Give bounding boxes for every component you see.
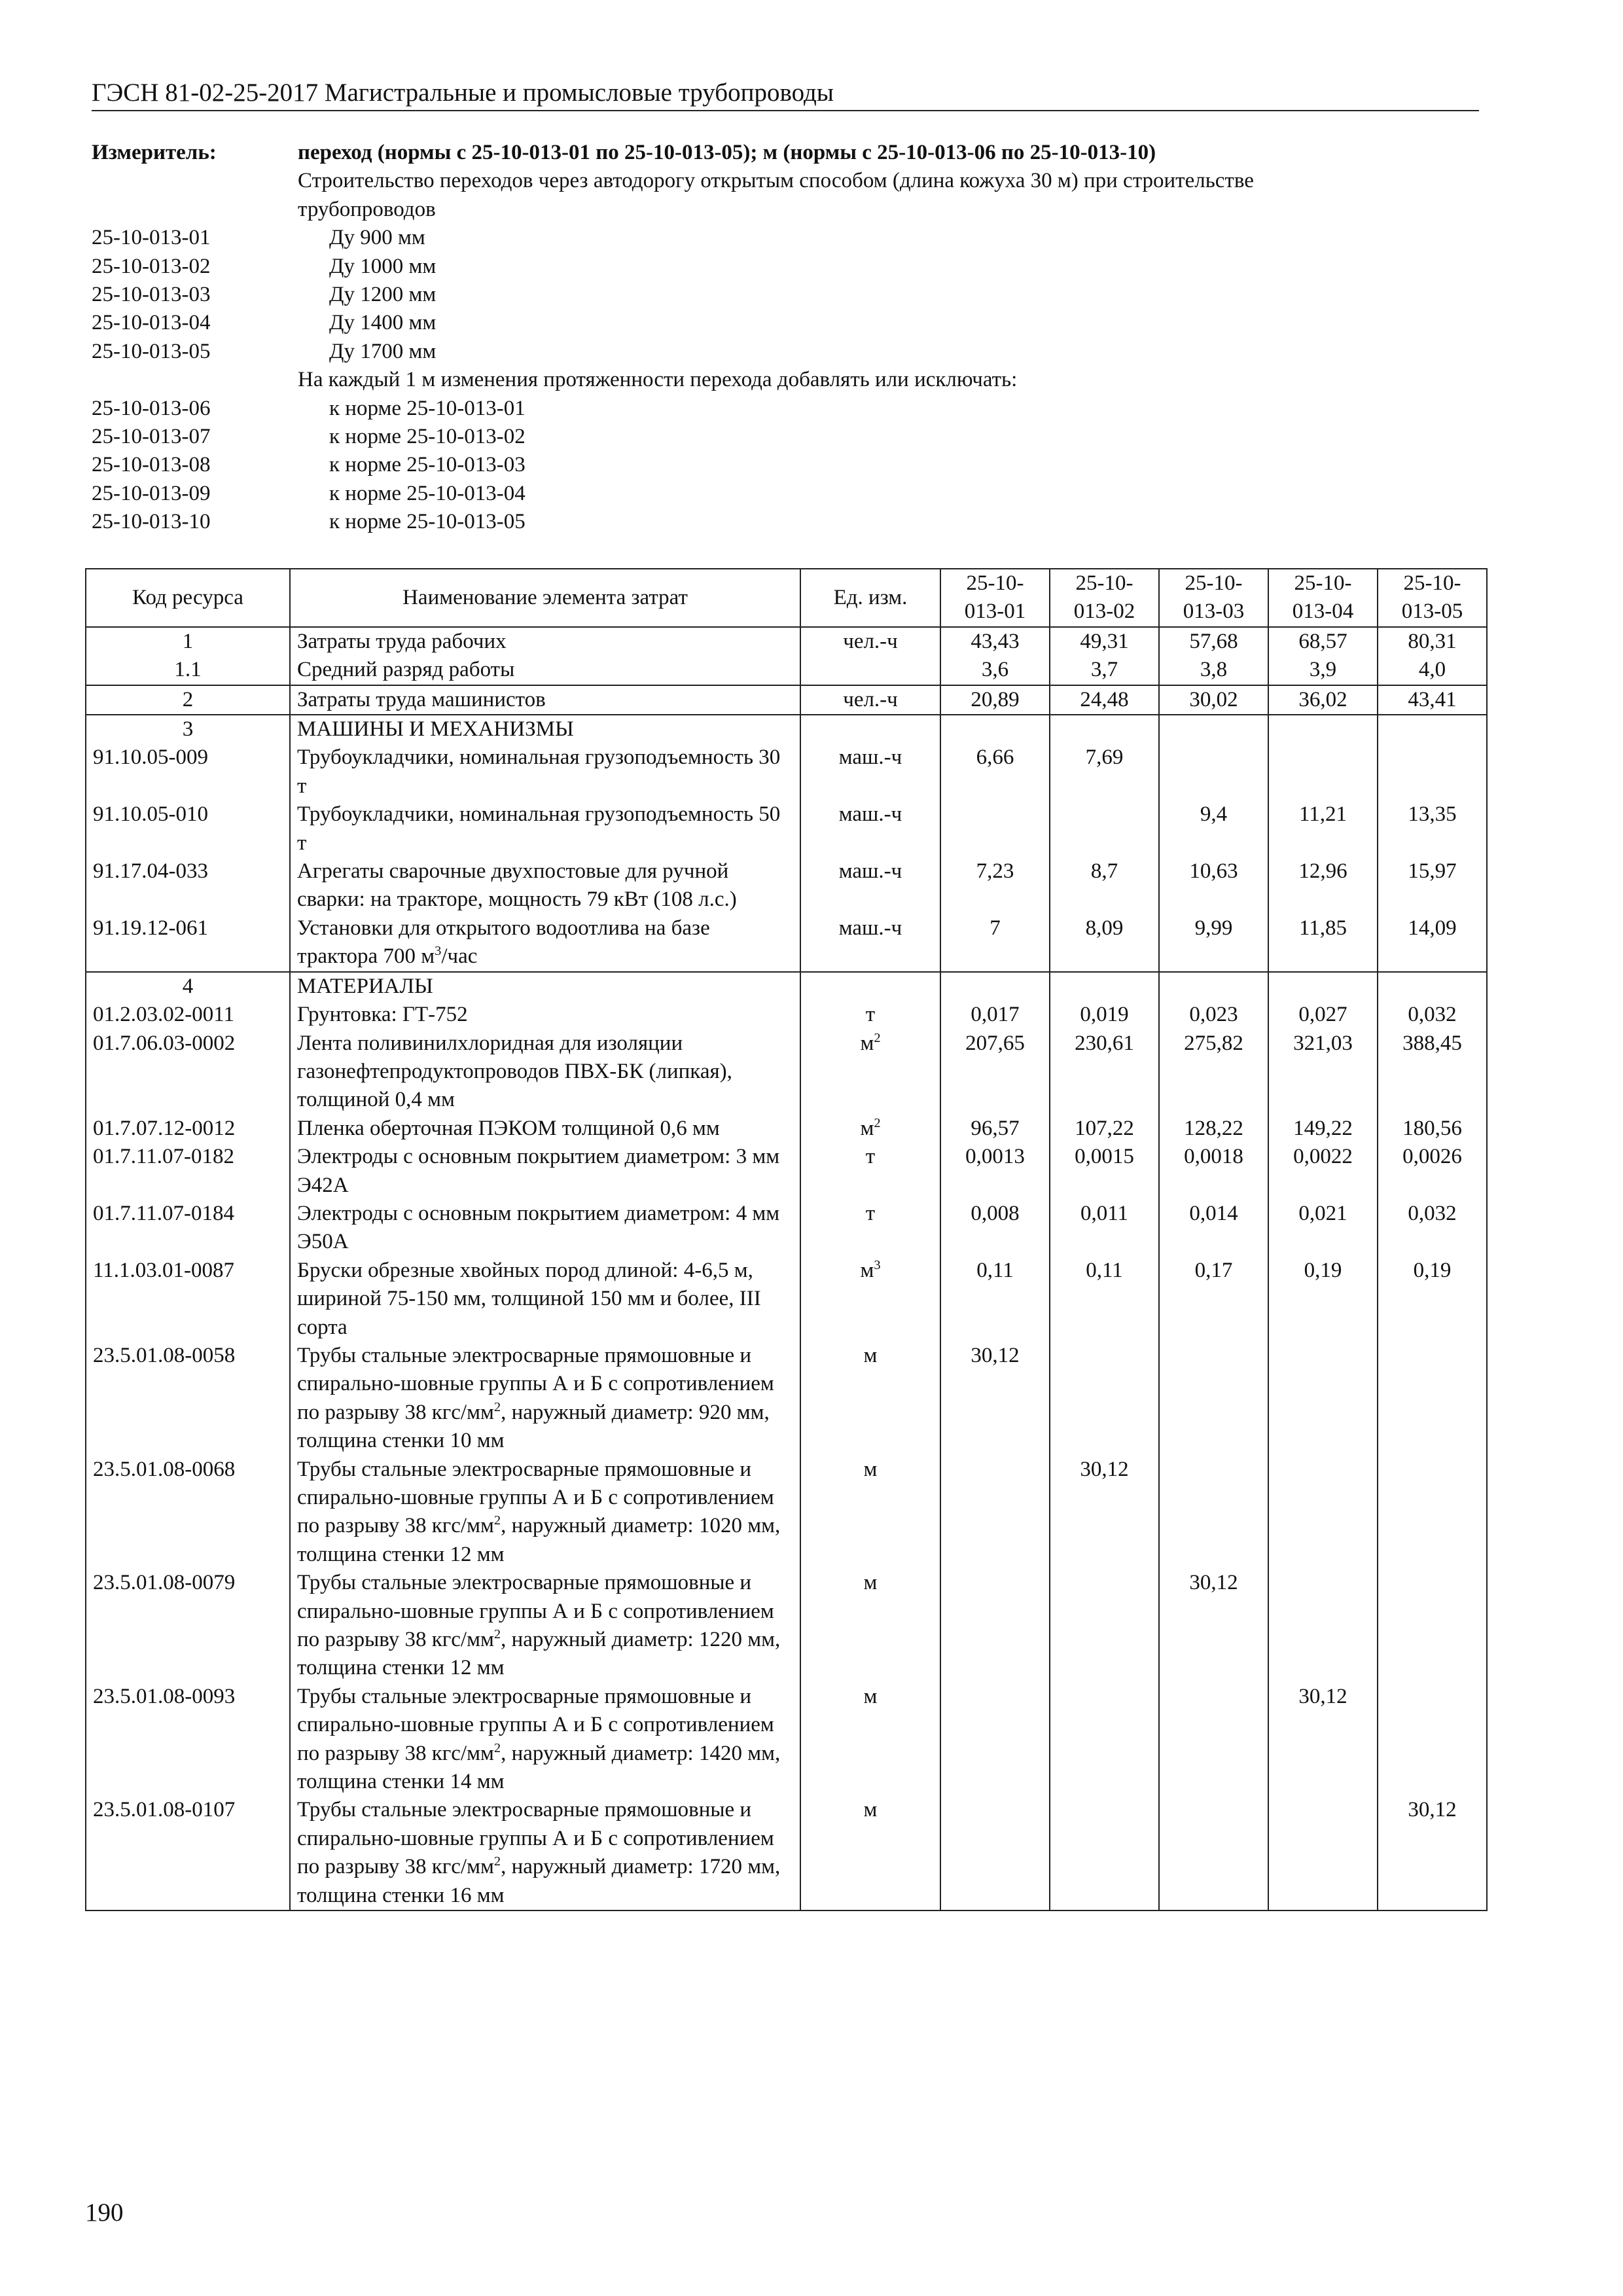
section-title: МАШИНЫ И МЕХАНИЗМЫ (290, 715, 800, 744)
norm-value (1268, 1456, 1378, 1570)
norm-value (1159, 1796, 1268, 1910)
resource-code: 2 (86, 685, 290, 715)
resource-unit: м (800, 1569, 940, 1683)
norm-value (940, 1456, 1050, 1570)
resource-name: Бруски обрезные хвойных пород длиной: 4-6,5 м, шириной 75-150 мм, толщиной 150 мм и более, III сорта (290, 1257, 800, 1342)
norm-value: 0,0018 (1159, 1143, 1268, 1200)
resource-code: 91.10.05-009 (86, 744, 290, 800)
table-row (86, 1569, 1487, 1683)
norm-value: 0,19 (1378, 1257, 1487, 1342)
norm-value: 0,0015 (1050, 1143, 1159, 1200)
norm-value: 43,41 (1378, 685, 1487, 715)
resource-code: 01.7.11.07-0184 (86, 1200, 290, 1257)
norm-value (1268, 715, 1378, 744)
col-header-norm: 25-10- 013-05 (1378, 569, 1487, 627)
norm-value (940, 1683, 1050, 1797)
norm-code: 25-10-013-02 (92, 254, 211, 278)
norm-text: Ду 1700 мм (329, 339, 437, 363)
norm-value (1378, 744, 1487, 800)
norm-text: Ду 1000 мм (329, 254, 437, 278)
norm-code: 25-10-013-05 (92, 339, 211, 363)
section-row (86, 715, 1487, 744)
resource-code: 91.17.04-033 (86, 857, 290, 914)
norm-text: Ду 1200 мм (329, 283, 437, 307)
norm-value (940, 1569, 1050, 1683)
norm-value: 0,032 (1378, 1200, 1487, 1257)
norm-value (1050, 800, 1159, 857)
running-header: ГЭСН 81-02-25-2017 Магистральные и промысловые трубопроводы (92, 77, 1479, 111)
resource-code: 91.10.05-010 (86, 800, 290, 857)
resource-unit (800, 656, 940, 685)
norm-item (92, 281, 1492, 309)
resource-name: Электроды с основным покрытием диаметром: 4 мм Э50А (290, 1200, 800, 1257)
norm-value: 0,11 (1050, 1257, 1159, 1342)
measurer-row (92, 139, 1492, 167)
norm-value (1159, 1342, 1268, 1456)
resource-name: Агрегаты сварочные двухпостовые для ручной сварки: на тракторе, мощность 79 кВт (108 л.с.) (290, 857, 800, 914)
norm-value (1378, 1456, 1487, 1570)
resource-name: Трубы стальные электросварные прямошовные и спирально-шовные группы А и Б с сопротивлением по разрыву 38 кгс/$мм^2$, наружный диаметр: 1220 мм, толщина стенки 12 мм (290, 1569, 800, 1683)
norm-value (1159, 715, 1268, 744)
norm-value (1050, 1683, 1159, 1797)
measurer-text: переход (нормы с 25-10-013-01 по 25-10-013-05); м (нормы с 25-10-013-06 по 25-10-013-10) (298, 141, 1156, 164)
norm-text: Ду 1400 мм (329, 311, 437, 335)
norm-value: 30,12 (940, 1342, 1050, 1456)
section-title: МАТЕРИАЛЫ (290, 972, 800, 1001)
norm-value: 149,22 (1268, 1115, 1378, 1143)
col-header-unit: Ед. изм. (800, 569, 940, 627)
norm-value (1268, 972, 1378, 1001)
norm-value: 7,23 (940, 857, 1050, 914)
norm-item (92, 224, 1492, 252)
norm-value: 4,0 (1378, 656, 1487, 685)
resource-name: Затраты труда машинистов (290, 685, 800, 715)
resource-unit: м (800, 1796, 940, 1910)
norm-code: 25-10-013-03 (92, 283, 211, 307)
resource-name: Трубы стальные электросварные прямошовные и спирально-шовные группы А и Б с сопротивлением по разрыву 38 кгс/$мм^2$, наружный диаметр: 1720 мм, толщина стенки 16 мм (290, 1796, 800, 1910)
resource-unit: м (800, 1342, 940, 1456)
per-meter-row (92, 366, 1492, 394)
table-row (86, 914, 1487, 972)
norm-value (1159, 1683, 1268, 1797)
resource-code: 23.5.01.08-0107 (86, 1796, 290, 1910)
norm-code: 25-10-013-06 (92, 396, 211, 420)
table-row (86, 685, 1487, 715)
resource-code: 23.5.01.08-0093 (86, 1683, 290, 1797)
norm-value: 30,12 (1050, 1456, 1159, 1570)
resource-name: Средний разряд работы (290, 656, 800, 685)
resource-code: 4 (86, 972, 290, 1001)
norm-value: 0,17 (1159, 1257, 1268, 1342)
resource-code: 23.5.01.08-0068 (86, 1456, 290, 1570)
norm-item (92, 508, 1492, 536)
resource-unit: т (800, 1143, 940, 1200)
resource-name: Затраты труда рабочих (290, 627, 800, 656)
norm-value: 30,02 (1159, 685, 1268, 715)
table-row (86, 800, 1487, 857)
norm-value: 0,014 (1159, 1200, 1268, 1257)
resource-unit: чел.-ч (800, 627, 940, 656)
col-header-norm: 25-10- 013-03 (1159, 569, 1268, 627)
resource-code: 23.5.01.08-0079 (86, 1569, 290, 1683)
norm-value (1268, 744, 1378, 800)
col-header-code: Код ресурса (86, 569, 290, 627)
table-row (86, 857, 1487, 914)
resource-unit: т (800, 1001, 940, 1029)
resource-code: 01.2.03.02-0011 (86, 1001, 290, 1029)
resource-unit: маш.-ч (800, 857, 940, 914)
resource-name: Грунтовка: ГТ-752 (290, 1001, 800, 1029)
resource-unit: маш.-ч (800, 744, 940, 800)
norm-value (940, 800, 1050, 857)
norm-value: 7 (940, 914, 1050, 972)
norm-value (1159, 744, 1268, 800)
norm-code: 25-10-013-08 (92, 453, 211, 477)
description-row (92, 167, 1492, 195)
resource-code: 11.1.03.01-0087 (86, 1257, 290, 1342)
resource-name: Лента поливинилхлоридная для изоляции газонефтепродуктопроводов ПВХ-БК (липкая), толщиной 0,4 мм (290, 1030, 800, 1115)
resource-unit: м (800, 1456, 940, 1570)
norm-value: 7,69 (1050, 744, 1159, 800)
norm-item (92, 423, 1492, 451)
norm-value: 0,008 (940, 1200, 1050, 1257)
norm-text: к норме 25-10-013-05 (329, 510, 526, 534)
norm-list (92, 224, 1492, 366)
norm-value: 207,65 (940, 1030, 1050, 1115)
norm-code: 25-10-013-01 (92, 226, 211, 250)
norm-value: 0,0013 (940, 1143, 1050, 1200)
norm-value (1378, 1342, 1487, 1456)
norm-value: 11,85 (1268, 914, 1378, 972)
norm-value: 3,7 (1050, 656, 1159, 685)
norm-value (1159, 1456, 1268, 1570)
norm-value: 0,017 (940, 1001, 1050, 1029)
resource-name: Трубоукладчики, номинальная грузоподъемность 50 т (290, 800, 800, 857)
col-header-norm: 25-10- 013-02 (1050, 569, 1159, 627)
norm-value: 6,66 (940, 744, 1050, 800)
norm-value: 9,4 (1159, 800, 1268, 857)
norm-item (92, 480, 1492, 508)
norm-item (92, 395, 1492, 423)
norm-item (92, 338, 1492, 366)
norm-text: Ду 900 мм (329, 226, 425, 250)
table-row (86, 1257, 1487, 1342)
resource-code: 01.7.06.03-0002 (86, 1030, 290, 1115)
table-row (86, 1001, 1487, 1029)
resource-code: 23.5.01.08-0058 (86, 1342, 290, 1456)
norm-description (92, 139, 1492, 537)
col-header-norm: 25-10- 013-01 (940, 569, 1050, 627)
norm-value (1050, 1796, 1159, 1910)
resource-name: Трубы стальные электросварные прямошовные и спирально-шовные группы А и Б с сопротивлением по разрыву 38 кгс/$мм^2$, наружный диаметр: 1020 мм, толщина стенки 12 мм (290, 1456, 800, 1570)
norm-value: 180,56 (1378, 1115, 1487, 1143)
norm-code: 25-10-013-07 (92, 425, 211, 449)
resource-unit: маш.-ч (800, 800, 940, 857)
resource-unit (800, 972, 940, 1001)
norm-item (92, 309, 1492, 337)
norm-value (1268, 1569, 1378, 1683)
norm-value (940, 972, 1050, 1001)
norm-text: к норме 25-10-013-03 (329, 453, 526, 477)
table-row (86, 744, 1487, 800)
resource-code: 01.7.11.07-0182 (86, 1143, 290, 1200)
norm-value: 230,61 (1050, 1030, 1159, 1115)
norm-value: 30,12 (1268, 1683, 1378, 1797)
resource-unit: чел.-ч (800, 685, 940, 715)
norm-code: 25-10-013-09 (92, 481, 211, 505)
norm-value: 0,11 (940, 1257, 1050, 1342)
norm-value: 10,63 (1159, 857, 1268, 914)
norm-value: 0,027 (1268, 1001, 1378, 1029)
norm-value (1050, 1569, 1159, 1683)
resource-unit: м (800, 1683, 940, 1797)
description-line-2: трубопроводов (298, 197, 436, 221)
resource-unit: $м^2$ (800, 1030, 940, 1115)
norm-value: 96,57 (940, 1115, 1050, 1143)
norm-value: 128,22 (1159, 1115, 1268, 1143)
norm-value (1268, 1796, 1378, 1910)
norm-text: к норме 25-10-013-01 (329, 396, 526, 420)
norm-item (92, 253, 1492, 281)
norm-code: 25-10-013-10 (92, 510, 211, 534)
norm-value: 43,43 (940, 627, 1050, 656)
norm-value: 0,019 (1050, 1001, 1159, 1029)
norm-value: 0,023 (1159, 1001, 1268, 1029)
table-row (86, 1683, 1487, 1797)
resource-code: 1 (86, 627, 290, 656)
norm-value (1378, 1683, 1487, 1797)
resource-unit: т (800, 1200, 940, 1257)
norm-value (1378, 715, 1487, 744)
resource-name: Трубы стальные электросварные прямошовные и спирально-шовные группы А и Б с сопротивлением по разрыву 38 кгс/$мм^2$, наружный диаметр: 920 мм, толщина стенки 10 мм (290, 1342, 800, 1456)
table-header-row (86, 569, 1487, 627)
resource-unit (800, 715, 940, 744)
description-row (92, 196, 1492, 224)
norm-value: 13,35 (1378, 800, 1487, 857)
resource-code: 01.7.07.12-0012 (86, 1115, 290, 1143)
norm-value: 30,12 (1378, 1796, 1487, 1910)
norm-value: 30,12 (1159, 1569, 1268, 1683)
norm-value: 3,9 (1268, 656, 1378, 685)
table-row (86, 1200, 1487, 1257)
table-row (86, 627, 1487, 656)
norm-value (1159, 972, 1268, 1001)
norm-value: 57,68 (1159, 627, 1268, 656)
norm-value: 3,6 (940, 656, 1050, 685)
norm-value: 0,011 (1050, 1200, 1159, 1257)
table-row (86, 1342, 1487, 1456)
resource-name: Пленка оберточная ПЭКОМ толщиной 0,6 мм (290, 1115, 800, 1143)
resource-unit: $м^2$ (800, 1115, 940, 1143)
norm-text: к норме 25-10-013-02 (329, 425, 526, 449)
norm-value (940, 715, 1050, 744)
table-row (86, 1030, 1487, 1115)
table-row (86, 1796, 1487, 1910)
norm-value: 0,032 (1378, 1001, 1487, 1029)
norm-value: 9,99 (1159, 914, 1268, 972)
norm-value: 36,02 (1268, 685, 1378, 715)
norm-value: 0,021 (1268, 1200, 1378, 1257)
norm-value: 0,19 (1268, 1257, 1378, 1342)
norm-value: 275,82 (1159, 1030, 1268, 1115)
resource-name: Установки для открытого водоотлива на базе трактора 700 $м^3$/час (290, 914, 800, 972)
norm-value: 15,97 (1378, 857, 1487, 914)
section-row (86, 972, 1487, 1001)
resource-unit: $м^3$ (800, 1257, 940, 1342)
norm-value: 80,31 (1378, 627, 1487, 656)
norm-value (1378, 1569, 1487, 1683)
norm-text: к норме 25-10-013-04 (329, 481, 526, 505)
norm-value: 49,31 (1050, 627, 1159, 656)
resource-unit: маш.-ч (800, 914, 940, 972)
col-header-norm: 25-10- 013-04 (1268, 569, 1378, 627)
norm-value: 3,8 (1159, 656, 1268, 685)
table-row (86, 656, 1487, 685)
resource-code: 1.1 (86, 656, 290, 685)
norm-code: 25-10-013-04 (92, 311, 211, 335)
resource-name: Трубоукладчики, номинальная грузоподъемность 30 т (290, 744, 800, 800)
norm-value: 20,89 (940, 685, 1050, 715)
norm-value: 321,03 (1268, 1030, 1378, 1115)
resource-code: 91.19.12-061 (86, 914, 290, 972)
norm-value: 8,09 (1050, 914, 1159, 972)
norm-value: 11,21 (1268, 800, 1378, 857)
norm-value (1050, 972, 1159, 1001)
norm-value: 0,0026 (1378, 1143, 1487, 1200)
norm-value (1050, 715, 1159, 744)
norm-value (1378, 972, 1487, 1001)
resource-table (85, 568, 1488, 1911)
norm-value (1050, 1342, 1159, 1456)
norm-value: 8,7 (1050, 857, 1159, 914)
norm-item (92, 451, 1492, 479)
col-header-name: Наименование элемента затрат (290, 569, 800, 627)
table-row (86, 1143, 1487, 1200)
table-row (86, 1115, 1487, 1143)
norm-value: 0,0022 (1268, 1143, 1378, 1200)
per-meter-text: На каждый 1 м изменения протяженности перехода добавлять или исключать: (298, 368, 1018, 392)
norm-value: 68,57 (1268, 627, 1378, 656)
norm-value: 388,45 (1378, 1030, 1487, 1115)
norm-value (1268, 1342, 1378, 1456)
norm-value: 14,09 (1378, 914, 1487, 972)
resource-code: 3 (86, 715, 290, 744)
norm-value: 24,48 (1050, 685, 1159, 715)
norm-value: 12,96 (1268, 857, 1378, 914)
norm-value: 107,22 (1050, 1115, 1159, 1143)
norm-list-per-meter (92, 395, 1492, 537)
page-number: 190 (85, 2198, 124, 2227)
norm-value (940, 1796, 1050, 1910)
resource-name: Трубы стальные электросварные прямошовные и спирально-шовные группы А и Б с сопротивлением по разрыву 38 кгс/$мм^2$, наружный диаметр: 1420 мм, толщина стенки 14 мм (290, 1683, 800, 1797)
table-row (86, 1456, 1487, 1570)
resource-name: Электроды с основным покрытием диаметром: 3 мм Э42А (290, 1143, 800, 1200)
measurer-label: Измеритель: (92, 141, 217, 164)
description-line-1: Строительство переходов через автодорогу открытым способом (длина кожуха 30 м) при строительстве (298, 169, 1254, 193)
